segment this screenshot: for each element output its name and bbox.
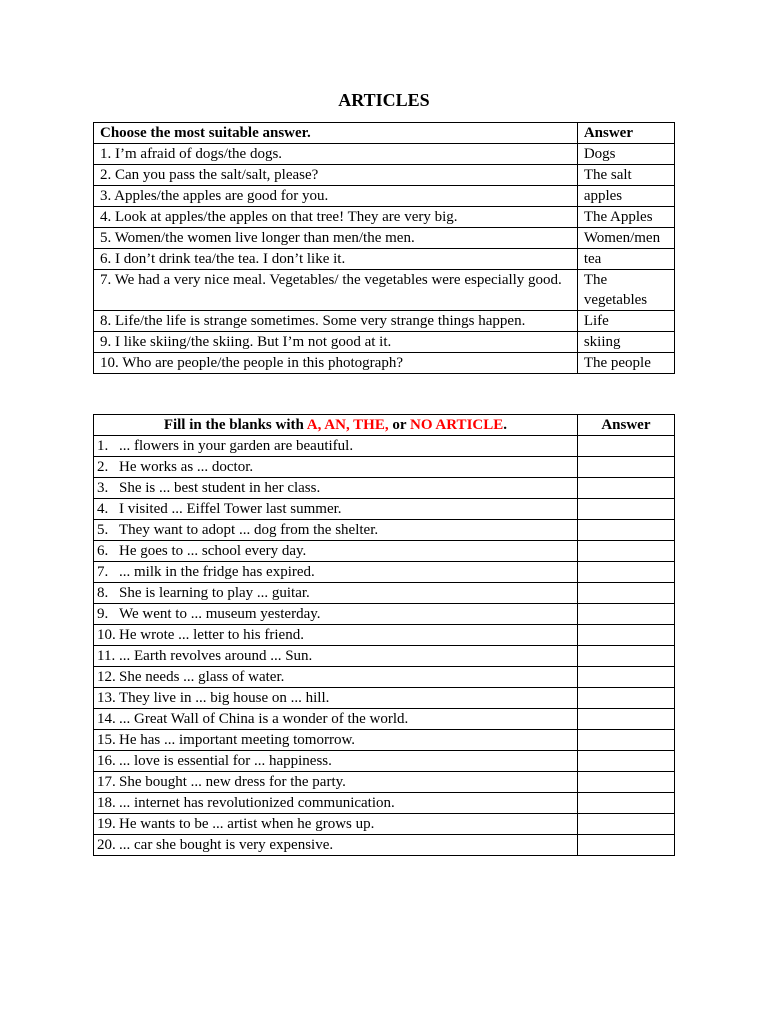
- table-row: [94, 457, 675, 478]
- question-cell: [94, 835, 578, 856]
- answer-cell: The people: [577, 353, 674, 374]
- choose-answer-table: [93, 122, 675, 374]
- question-column-header: Choose the most suitable answer.: [94, 123, 578, 144]
- question-cell: [94, 688, 578, 709]
- question-number: 5.: [97, 522, 109, 538]
- question-cell: [94, 436, 578, 457]
- table-row: [94, 249, 675, 270]
- question-text: ... Great Wall of China is a wonder of the world.: [119, 711, 409, 727]
- table-row: [94, 604, 675, 625]
- question-cell: 7. We had a very nice meal. Vegetables/ the vegetables were especially good.: [94, 270, 578, 311]
- question-text: ... internet has revolutionized communication.: [119, 795, 395, 811]
- table-row: [94, 436, 675, 457]
- question-text: She needs ... glass of water.: [119, 669, 285, 685]
- table-row: [94, 562, 675, 583]
- table-row: [94, 625, 675, 646]
- question-cell: [94, 667, 578, 688]
- question-number: 19.: [97, 816, 116, 832]
- question-number: 13.: [97, 690, 116, 706]
- question-text: He wants to be ... artist when he grows up.: [119, 816, 375, 832]
- table-row: [94, 709, 675, 730]
- question-cell: [94, 478, 578, 499]
- question-number: 20.: [97, 837, 116, 853]
- answer-blank[interactable]: [577, 541, 674, 562]
- answer-blank[interactable]: [577, 520, 674, 541]
- answer-cell: skiing: [577, 332, 674, 353]
- answer-blank[interactable]: [577, 625, 674, 646]
- question-number: 14.: [97, 711, 116, 727]
- answer-blank[interactable]: [577, 835, 674, 856]
- instruction-mid: or: [388, 417, 410, 433]
- answer-column-header: Answer: [577, 123, 674, 144]
- answer-blank[interactable]: [577, 562, 674, 583]
- table-row: [94, 583, 675, 604]
- question-text: He wrote ... letter to his friend.: [119, 627, 304, 643]
- table-row: [94, 499, 675, 520]
- answer-blank[interactable]: [577, 793, 674, 814]
- question-number: 15.: [97, 732, 116, 748]
- answer-blank[interactable]: [577, 436, 674, 457]
- question-text: ... flowers in your garden are beautiful.: [119, 438, 354, 454]
- question-text: ... Earth revolves around ... Sun.: [119, 648, 313, 664]
- table-row: [94, 835, 675, 856]
- answer-cell: Dogs: [577, 144, 674, 165]
- table-row: [94, 270, 675, 311]
- question-number: 8.: [97, 585, 109, 601]
- question-text: ... milk in the fridge has expired.: [119, 564, 315, 580]
- answer-cell: The salt: [577, 165, 674, 186]
- answer-blank[interactable]: [577, 478, 674, 499]
- table-row: [94, 814, 675, 835]
- instruction-highlight-no-article: NO ARTICLE: [410, 417, 504, 433]
- instruction-prefix: Fill in the blanks with: [163, 417, 307, 433]
- answer-blank[interactable]: [577, 709, 674, 730]
- answer-cell: The Apples: [577, 207, 674, 228]
- question-cell: [94, 646, 578, 667]
- answer-blank[interactable]: [577, 772, 674, 793]
- answer-blank[interactable]: [577, 751, 674, 772]
- question-cell: [94, 772, 578, 793]
- question-cell: [94, 814, 578, 835]
- question-text: He goes to ... school every day.: [119, 543, 307, 559]
- table-row: [94, 353, 675, 374]
- table-header-row: [94, 415, 675, 436]
- question-number: 10.: [97, 627, 116, 643]
- answer-cell: Women/men: [577, 228, 674, 249]
- question-text: She bought ... new dress for the party.: [119, 774, 346, 790]
- question-cell: 5. Women/the women live longer than men/the men.: [94, 228, 578, 249]
- fill-in-blanks-table: [93, 414, 675, 856]
- question-cell: [94, 625, 578, 646]
- question-text: I visited ... Eiffel Tower last summer.: [119, 501, 342, 517]
- table-row: [94, 667, 675, 688]
- question-cell: [94, 583, 578, 604]
- question-number: 16.: [97, 753, 116, 769]
- table-row: [94, 541, 675, 562]
- question-cell: [94, 562, 578, 583]
- answer-blank[interactable]: [577, 646, 674, 667]
- table-row: [94, 186, 675, 207]
- question-cell: [94, 751, 578, 772]
- question-cell: [94, 457, 578, 478]
- question-number: 4.: [97, 501, 109, 517]
- question-number: 18.: [97, 795, 116, 811]
- instruction-header: [94, 415, 578, 436]
- answer-blank[interactable]: [577, 583, 674, 604]
- table-row: [94, 688, 675, 709]
- question-text: He has ... important meeting tomorrow.: [119, 732, 356, 748]
- question-cell: [94, 499, 578, 520]
- table-row: [94, 646, 675, 667]
- question-number: 11.: [97, 648, 116, 664]
- question-number: 3.: [97, 480, 109, 496]
- question-cell: 6. I don’t drink tea/the tea. I don’t like it.: [94, 249, 578, 270]
- table-row: [94, 332, 675, 353]
- question-text: They want to adopt ... dog from the shelter.: [119, 522, 379, 538]
- answer-cell: Life: [577, 311, 674, 332]
- table-row: [94, 165, 675, 186]
- question-cell: 9. I like skiing/the skiing. But I’m not good at it.: [94, 332, 578, 353]
- question-text: ... car she bought is very expensive.: [119, 837, 334, 853]
- question-cell: 8. Life/the life is strange sometimes. Some very strange things happen.: [94, 311, 578, 332]
- table-row: [94, 730, 675, 751]
- answer-cell: The vegetables: [577, 270, 674, 311]
- question-cell: [94, 604, 578, 625]
- table-row: [94, 793, 675, 814]
- answer-blank[interactable]: [577, 499, 674, 520]
- answer-blank[interactable]: [577, 730, 674, 751]
- instruction-suffix: .: [503, 417, 507, 433]
- question-number: 12.: [97, 669, 116, 685]
- table-row: [94, 311, 675, 332]
- table-row: [94, 478, 675, 499]
- question-text: ... love is essential for ... happiness.: [119, 753, 332, 769]
- answer-blank[interactable]: [577, 814, 674, 835]
- table-row: [94, 207, 675, 228]
- question-cell: 10. Who are people/the people in this photograph?: [94, 353, 578, 374]
- answer-cell: apples: [577, 186, 674, 207]
- question-number: 17.: [97, 774, 116, 790]
- question-cell: [94, 541, 578, 562]
- question-cell: [94, 709, 578, 730]
- question-cell: 1. I’m afraid of dogs/the dogs.: [94, 144, 578, 165]
- table-row: [94, 751, 675, 772]
- question-number: 7.: [97, 564, 109, 580]
- table-row: [94, 772, 675, 793]
- answer-column-header: Answer: [577, 415, 674, 436]
- instruction-highlight-articles: A, AN, THE,: [306, 417, 389, 433]
- question-text: They live in ... big house on ... hill.: [119, 690, 330, 706]
- question-number: 6.: [97, 543, 109, 559]
- question-cell: 4. Look at apples/the apples on that tree! They are very big.: [94, 207, 578, 228]
- question-text: She is learning to play ... guitar.: [119, 585, 310, 601]
- page-title: ARTICLES: [338, 90, 430, 110]
- question-text: She is ... best student in her class.: [119, 480, 321, 496]
- table-header-row: [94, 123, 675, 144]
- question-cell: 2. Can you pass the salt/salt, please?: [94, 165, 578, 186]
- table-row: [94, 228, 675, 249]
- question-cell: [94, 730, 578, 751]
- question-text: We went to ... museum yesterday.: [119, 606, 321, 622]
- question-number: 9.: [97, 606, 109, 622]
- answer-blank[interactable]: [577, 604, 674, 625]
- question-number: 2.: [97, 459, 109, 475]
- answer-blank[interactable]: [577, 667, 674, 688]
- question-cell: [94, 793, 578, 814]
- question-number: 1.: [97, 438, 109, 454]
- question-cell: 3. Apples/the apples are good for you.: [94, 186, 578, 207]
- table-row: [94, 520, 675, 541]
- answer-blank[interactable]: [577, 688, 674, 709]
- answer-blank[interactable]: [577, 457, 674, 478]
- question-cell: [94, 520, 578, 541]
- answer-cell: tea: [577, 249, 674, 270]
- table-row: [94, 144, 675, 165]
- question-text: He works as ... doctor.: [119, 459, 254, 475]
